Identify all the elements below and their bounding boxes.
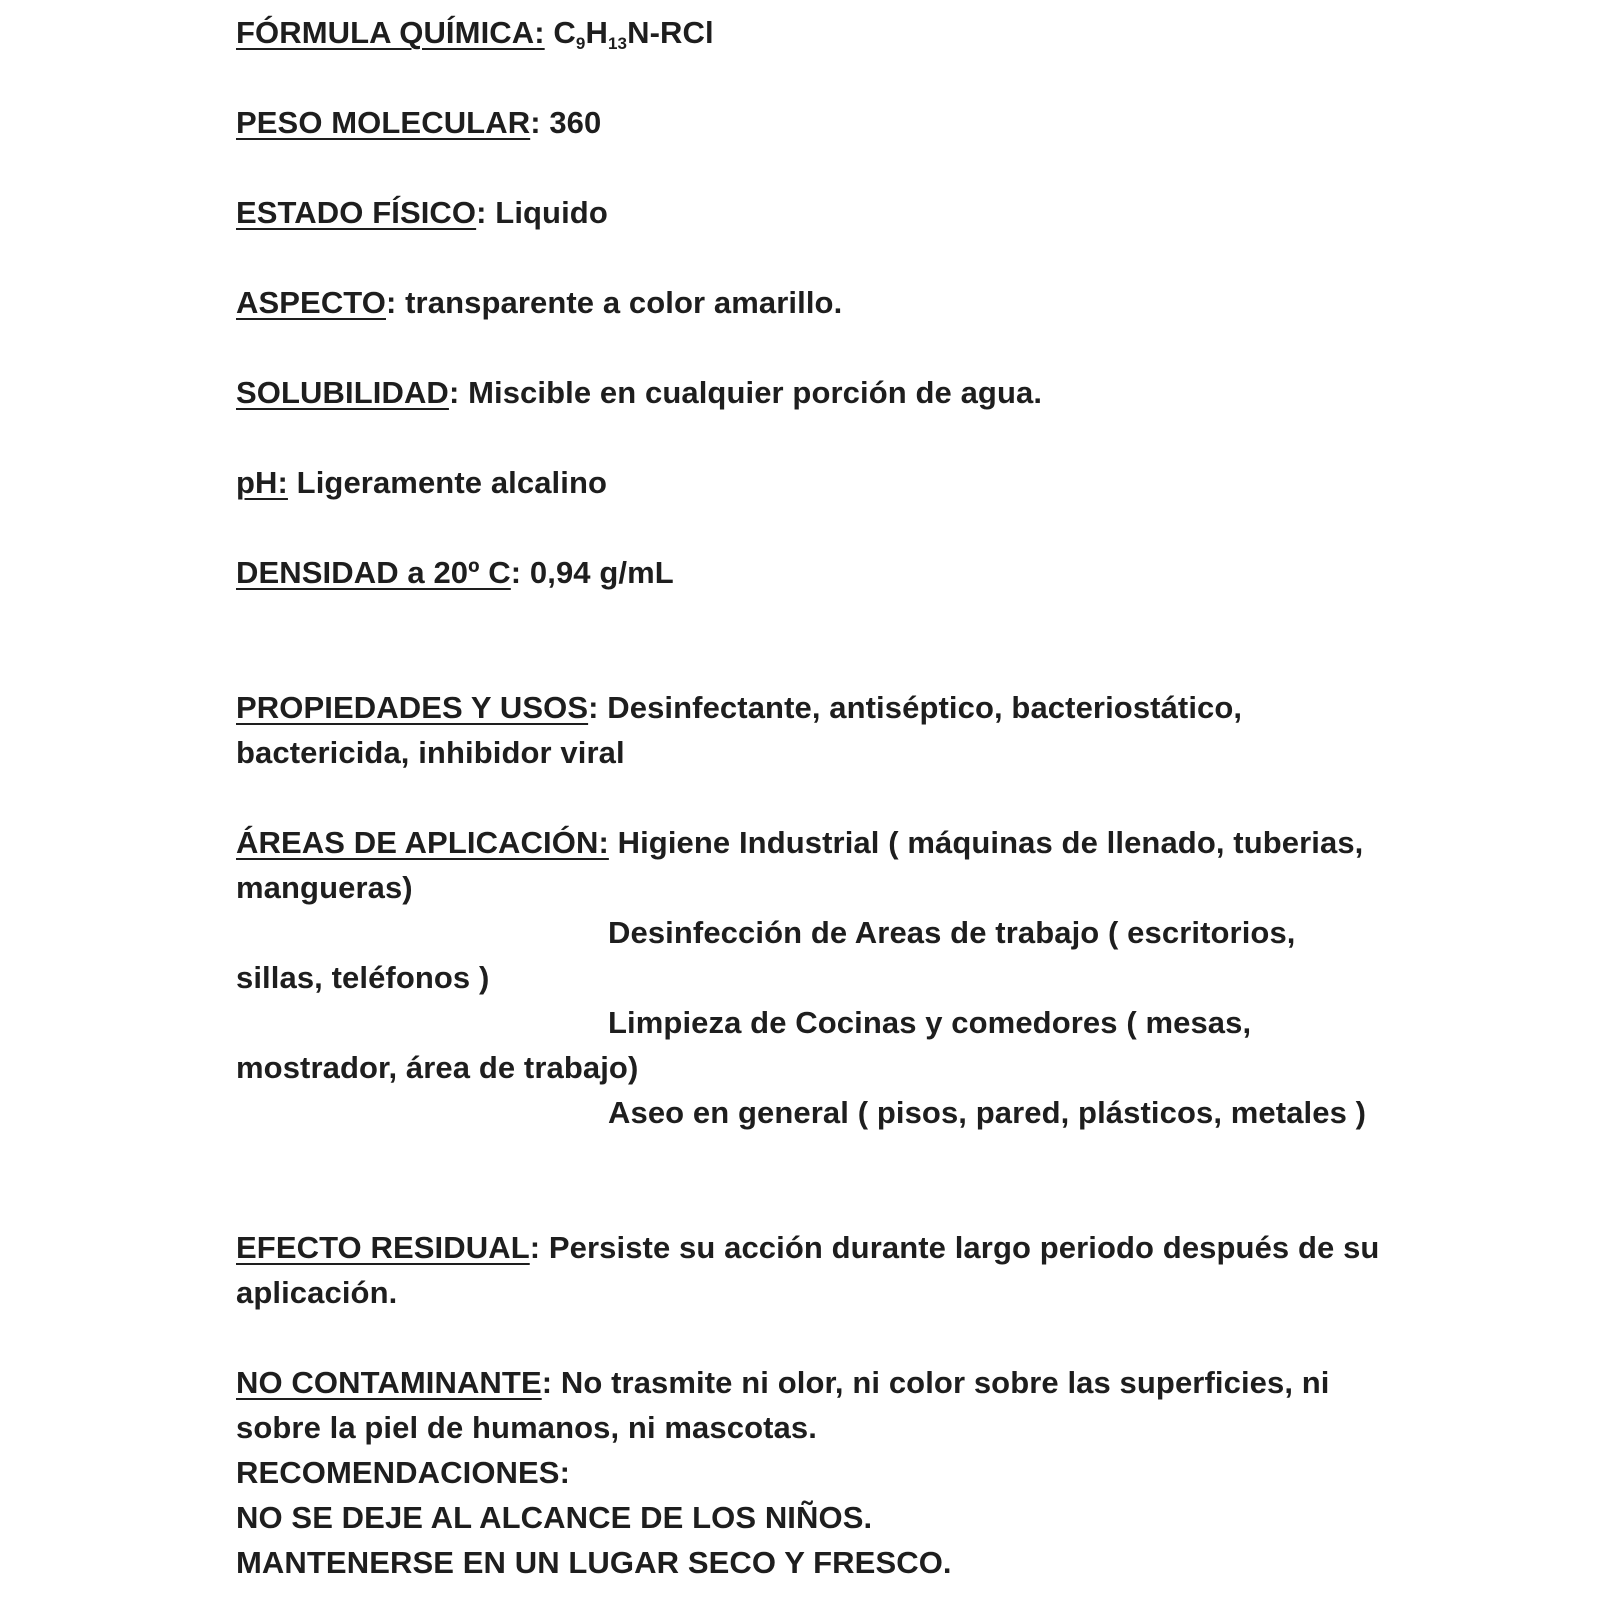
- peso-molecular-line: [236, 104, 601, 142]
- no-contaminante-line-2: [236, 1409, 817, 1447]
- areas-item-3-text-2: mostrador, área de trabajo): [236, 1050, 639, 1085]
- efecto-label: EFECTO RESIDUAL: [236, 1230, 530, 1265]
- aspecto-line: [236, 284, 842, 322]
- formula-c: C: [553, 15, 576, 50]
- areas-line-3: [608, 914, 1296, 952]
- formula-h: H: [585, 15, 608, 50]
- efecto-text-2: aplicación.: [236, 1275, 398, 1310]
- estado-fisico-label: ESTADO FÍSICO: [236, 195, 477, 230]
- estado-fisico-line: [236, 194, 608, 232]
- formula-h-subscript: 13: [607, 34, 628, 53]
- areas-item-1-text-1: Higiene Industrial ( máquinas de llenado, tuberias,: [608, 825, 1364, 860]
- no-contaminante-text-1: : No trasmite ni olor, ni color sobre las superficies, ni: [541, 1365, 1330, 1400]
- areas-item-3-text-1: Limpieza de Cocinas y comedores ( mesas,: [608, 1005, 1252, 1040]
- solubilidad-line: [236, 374, 1042, 412]
- areas-item-4-text-1: Aseo en general ( pisos, pared, plásticos, metales ): [608, 1095, 1367, 1130]
- areas-line-1: [236, 824, 1363, 862]
- recomendaciones-title: RECOMENDACIONES:: [236, 1455, 571, 1490]
- densidad-value: : 0,94 g/mL: [510, 555, 674, 590]
- formula-line: [236, 14, 714, 52]
- ph-label: pH:: [236, 465, 288, 500]
- areas-item-2-text-2: sillas, teléfonos ): [236, 960, 490, 995]
- propiedades-line-2: [236, 734, 625, 772]
- formula-label: FÓRMULA QUÍMICA:: [236, 15, 545, 50]
- formula-c-subscript: 9: [575, 34, 586, 53]
- efecto-text-1: : Persiste su acción durante largo periodo después de su: [529, 1230, 1380, 1265]
- propiedades-label: PROPIEDADES Y USOS: [236, 690, 589, 725]
- areas-line-2: [236, 869, 413, 907]
- aspecto-label: ASPECTO: [236, 285, 386, 320]
- recomendacion-item-1: NO SE DEJE AL ALCANCE DE LOS NIÑOS.: [236, 1500, 873, 1535]
- efecto-line-2: [236, 1274, 397, 1312]
- areas-line-6: [236, 1049, 638, 1087]
- ph-value: Ligeramente alcalino: [287, 465, 608, 500]
- propiedades-text-2: bactericida, inhibidor viral: [236, 735, 625, 770]
- areas-line-4: [236, 959, 489, 997]
- peso-molecular-value: : 360: [530, 105, 602, 140]
- solubilidad-label: SOLUBILIDAD: [236, 375, 449, 410]
- densidad-label: DENSIDAD a 20º C: [236, 555, 511, 590]
- no-contaminante-label: NO CONTAMINANTE: [236, 1365, 542, 1400]
- estado-fisico-value: : Liquido: [476, 195, 608, 230]
- formula-rest: N-RCl: [627, 15, 714, 50]
- propiedades-text-1: : Desinfectante, antiséptico, bacteriostático,: [588, 690, 1243, 725]
- densidad-line: [236, 554, 674, 592]
- aspecto-value: : transparente a color amarillo.: [386, 285, 843, 320]
- areas-item-1-text-2: mangueras): [236, 870, 413, 905]
- areas-line-5: [608, 1004, 1251, 1042]
- solubilidad-value: : Miscible en cualquier porción de agua.: [448, 375, 1043, 410]
- propiedades-line-1: [236, 689, 1242, 727]
- areas-label: ÁREAS DE APLICACIÓN:: [236, 825, 609, 860]
- efecto-line-1: [236, 1229, 1379, 1267]
- areas-item-2-text-1: Desinfección de Areas de trabajo ( escritorios,: [608, 915, 1296, 950]
- no-contaminante-line-1: [236, 1364, 1330, 1402]
- recomendacion-item-2: MANTENERSE EN UN LUGAR SECO Y FRESCO.: [236, 1545, 952, 1580]
- areas-line-7: [608, 1094, 1366, 1132]
- peso-molecular-label: PESO MOLECULAR: [236, 105, 531, 140]
- no-contaminante-text-2: sobre la piel de humanos, ni mascotas.: [236, 1410, 817, 1445]
- ph-line: [236, 464, 607, 502]
